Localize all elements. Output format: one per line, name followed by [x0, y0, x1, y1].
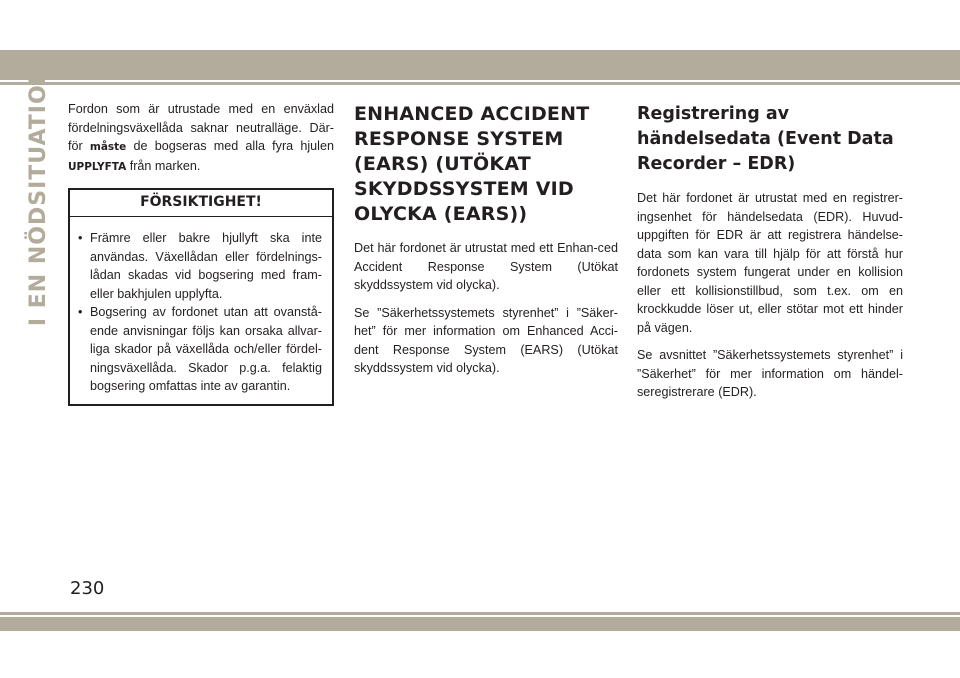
must-emphasis: måste [89, 141, 127, 153]
edr-heading: Registrering av händelsedata (Event Data Recorder – EDR) [637, 104, 894, 174]
caution-list [70, 217, 332, 404]
caution-item-text: Främre eller bakre hjullyft ska inte användas. Växellådan eller fördelnings-lådan skadas vid bogsering med fram- eller bakhjulen upplyfta. [90, 231, 322, 301]
caution-item [78, 303, 322, 396]
header-rule [0, 82, 960, 85]
header-band [0, 50, 960, 80]
intro-text-2: de bogseras med alla fyra hjulen [126, 139, 334, 153]
caution-item [78, 229, 322, 303]
edr-paragraph: Det här fordonet är utrustat med en registrer-ingsenhet för händelsedata (EDR). Huvud-uppgiften för EDR är att registrera händelse-data som kan vara till hjälp för att förstå hur fordonets system fungerat under en kollision eller ett kollisionstillbud, som t.ex. om en krockkudde löser ut, eller stötar mot ett hinder på vägen. [637, 191, 903, 335]
ears-heading: ENHANCED ACCIDENT RESPONSE SYSTEM (EARS) (UTÖKAT SKYDDSSYSTEM VID OLYCKA (EARS)) [354, 103, 590, 225]
caution-item-text: Bogsering av fordonet utan att ovanstå-ende anvisningar följs kan orsaka allvar-liga skador på växellåda och/eller fördel-ningsväxellåda. Skador p.g.a. felaktig bogsering omfattas inte av garantin. [90, 305, 322, 393]
footer-band [0, 617, 960, 631]
column-3 [637, 100, 903, 411]
page-number: 230 [70, 578, 105, 599]
lifted-emphasis: UPPLYFTA [68, 160, 127, 173]
intro-text-3: från marken. [126, 158, 201, 173]
section-tab-label: I EN NÖDSITUATION [26, 64, 52, 326]
footer-rule [0, 612, 960, 615]
bullet: • [78, 305, 83, 319]
bullet: • [78, 231, 83, 245]
intro-text-1: Fordon som är utrustade med en enväxlad fördelningsväxellåda saknar neutralläge. Där-för [68, 102, 334, 153]
edr-paragraph: Se avsnittet ”Säkerhetssystemets styrenhet” i ”Säkerhet” för mer information om händel-seregistrerare (EDR). [637, 348, 903, 399]
section-tab [22, 64, 56, 326]
towing-intro [68, 100, 334, 176]
column-1 [68, 100, 334, 406]
column-2 [354, 100, 618, 387]
ears-paragraph: Se ”Säkerhetssystemets styrenhet” i ”Säker-het” för mer information om Enhanced Acci-dent Response System (EARS) (Utökat skyddssystem vid olycka). [354, 305, 618, 375]
caution-title: FÖRSIKTIGHET! [70, 190, 332, 217]
ears-paragraph: Det här fordonet är utrustat med ett Enhan-ced Accident Response System (Utökat skyddssystem vid olycka). [354, 241, 618, 292]
caution-box [68, 188, 334, 406]
